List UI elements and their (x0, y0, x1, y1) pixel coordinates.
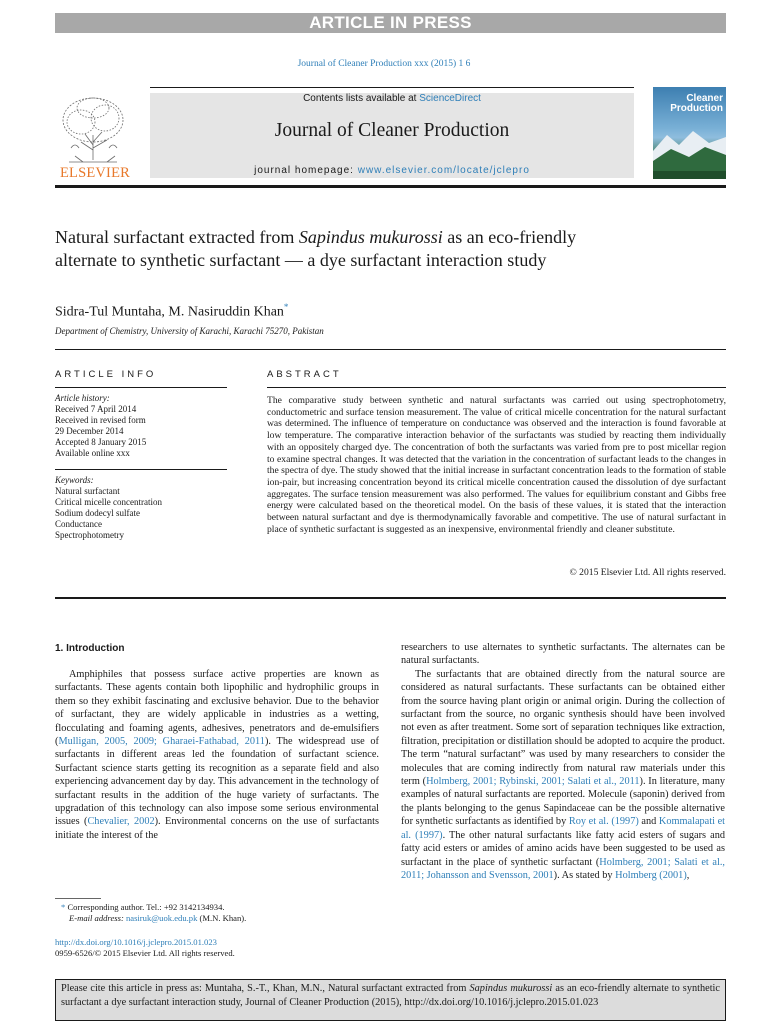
journal-title: Journal of Cleaner Production (274, 120, 510, 141)
author-names: Sidra-Tul Muntaha, M. Nasiruddin Khan (55, 304, 284, 320)
abstract-heading: ABSTRACT (267, 369, 342, 380)
header-top-rule (150, 87, 634, 88)
cover-title (657, 94, 723, 114)
history-item: Accepted 8 January 2015 (55, 437, 147, 447)
reference-link[interactable]: Chevalier, 2002 (87, 816, 155, 828)
journal-citation-link[interactable]: Journal of Cleaner Production xxx (2015) 1 6 (297, 59, 471, 69)
email-link[interactable]: nasiruk@uok.edu.pk (125, 913, 198, 923)
sciencedirect-link[interactable]: ScienceDirect (419, 93, 481, 104)
text-run: ). In literature, many examples of natural surfactants are reported. Molecule (saponin) derived from the plants belonging to the genus Sapindaceae can be the possible alternative for synthetic surfactants as identified by (401, 776, 726, 828)
introduction-heading: 1. Introduction (55, 643, 125, 654)
keywords-rule (55, 469, 227, 470)
affiliation: Department of Chemistry, University of Karachi, Karachi 75270, Pakistan (55, 326, 324, 336)
article-history (55, 393, 227, 459)
keyword-item: Sodium dodecyl sulfate (55, 508, 140, 518)
corresponding-author-footnote (55, 902, 379, 924)
header-bottom-rule (55, 185, 726, 188)
article-info-heading: ARTICLE INFO (55, 369, 157, 380)
intro-paragraph: researchers to use alternates to synthetic surfactants. The alternates can be natural surfactants. (401, 642, 725, 667)
journal-cover-thumbnail[interactable] (653, 87, 726, 179)
text-run: The surfactants that are obtained directly from the natural source are considered as natural surfactants. These surfactants can be obtained either from the source having plant origin or animal origin. During the collection of surfactant from the source, no organic synthesis should have been involved not even as after treatment. Some sort of separation techniques like extraction, filtration, precipitation or distillation should be adopted to acquire the product. The term “natural surfactant” was used by many researchers to consider the molecules that are coming indirectly from natural raw materials under this term ( (401, 668, 725, 788)
left-column (55, 668, 379, 842)
keywords (55, 475, 227, 541)
article-info-rule (55, 387, 227, 388)
reference-link[interactable]: Kommalapati et al. (1997) (401, 816, 726, 841)
reference-link[interactable]: Roy et al. (1997) (568, 816, 639, 828)
doi-link[interactable]: http://dx.doi.org/10.1016/j.jclepro.2015.01.023 (55, 937, 217, 947)
text-run: ). Environmental concerns on the use of surfactants initiate the interest of the (55, 816, 379, 841)
abstract-bottom-rule (55, 597, 726, 599)
reference-link[interactable]: Holmberg (2001) (615, 869, 687, 881)
cover-landscape (653, 127, 726, 179)
text-run: . The other natural surfactants like fatty acid esters of sugars and fatty acid esters or amides of amino acids have been suggested to be used as surfactant in the place of synthetic surfactant ( (401, 829, 726, 868)
history-label: Article history: (55, 393, 110, 403)
title-part1: Natural surfactant extracted from (55, 227, 299, 247)
elsevier-wordmark: ELSEVIER (59, 165, 131, 181)
issn-line: 0959-6526/© 2015 Elsevier Ltd. All rights reserved. (55, 948, 235, 958)
keyword-item: Natural surfactant (55, 486, 120, 496)
homepage-line (150, 165, 634, 176)
cover-title-line1: Cleaner (686, 93, 723, 104)
text-run: , (686, 869, 690, 881)
footnote-corresponding: Corresponding author. Tel.: +92 3142134934. (67, 902, 225, 912)
abstract-rule (267, 387, 726, 388)
cite-suffix: as an eco-friendly alternate to synthetic surfactant a dye surfactant interaction study, Journal of Cleaner Production (2015), http://dx.doi.org/10.1016/j.jclepro.2015.01.023 (61, 983, 720, 1008)
email-suffix: (M.N. Khan). (197, 913, 247, 923)
email-label: E-mail address: (69, 913, 126, 923)
corresponding-author-mark[interactable]: * (283, 302, 289, 312)
text-run: and (638, 816, 659, 828)
cite-species: Sapindus mukurossi (469, 983, 553, 994)
reference-link[interactable]: Mulligan, 2005, 2009; Gharaei-Fathabad, 2011 (58, 736, 265, 748)
footnote-mark: * (61, 902, 66, 912)
history-item: Received in revised form (55, 415, 146, 425)
doi-block (55, 937, 379, 959)
keyword-item: Spectrophotometry (55, 530, 124, 540)
keywords-label: Keywords: (55, 475, 94, 485)
cite-prefix: Please cite this article in press as: Muntaha, S.-T., Khan, M.N., Natural surfactant extracted from (61, 983, 470, 994)
cover-title-line2: Production (670, 103, 723, 114)
homepage-link[interactable]: www.elsevier.com/locate/jclepro (357, 165, 530, 176)
intro-paragraph (55, 668, 379, 842)
abstract-copyright: © 2015 Elsevier Ltd. All rights reserved. (569, 567, 726, 578)
keyword-item: Critical micelle concentration (55, 497, 162, 507)
title-part2: as an eco-friendly alternate to synthetic surfactant — a dye surfactant interaction study (55, 227, 577, 270)
footnote-rule (55, 898, 101, 899)
text-run: Amphiphiles that possess surface active properties are known as surfactants. These agents contain both lipophilic and hydrophilic groups in them so they exhibit fascinating and exclusive behavior. Due to the behavior of surfactant, they are widely applicable in industries as a wetting, flocculating and foaming agents, adhesives, penetrators and de-emulsifiers ( (55, 669, 379, 748)
history-item: Available online xxx (55, 448, 130, 458)
keyword-item: Conductance (55, 519, 102, 529)
article-title (55, 226, 615, 271)
footnote-line-2 (55, 913, 379, 924)
footnote-line-1 (55, 902, 379, 913)
authors (55, 302, 655, 321)
title-rule (55, 349, 726, 350)
please-cite-box (55, 979, 726, 1021)
intro-paragraph (401, 668, 725, 883)
title-species: Sapindus mukurossi (298, 227, 443, 247)
reference-link[interactable]: Holmberg, 2001; Rybinski, 2001; Salati et al., 2011 (426, 776, 640, 788)
history-item: Received 7 April 2014 (55, 404, 137, 414)
history-item: 29 December 2014 (55, 426, 124, 436)
text-run: ). As stated by (553, 869, 616, 881)
abstract-text: The comparative study between synthetic and natural surfactants was carried out using spectrophotometry, conductometric and surface tension measurement. The value of critical micelle concentration for the natural surfactant was determined. The influence of temperature on conductance was observed and the interaction is found favorable at low temperature. The comparative interaction behavior of the surfactants was studied by reacting them individually with an oppositely charged dye. The concentration of both the surfactants was varied from pre to post micellar region to examine spectral changes. It was detected that the variation in the concentration of surfactant leads to the changes in the spectra of dye. The study showed that the initial increase in surfactant concentration leads to the formation of stable ion-pair, but increasing concentration beyond its critical micelle concentration caused the dissolution of dye surfactant aggregates. The surface tension measurement was also performed. The values for equilibrium constant and Gibbs free energy were calculated based on the theoretical model. On the basis of these values, it is stated that the interaction between natural surfactant and dye is thermodynamically favorable and competitive. The use of natural surfactant in place of synthetic surfactant is suggested as an inexpensive, environmental friendly and cleaner substitute. (267, 395, 726, 535)
reference-link[interactable]: Holmberg, 2001; Salati et al., 2011; Johansson and Svensson, 2001 (401, 856, 725, 881)
homepage-prefix: journal homepage: (254, 165, 358, 176)
contents-prefix: Contents lists available at (303, 93, 420, 104)
article-in-press-banner: ARTICLE IN PRESS (55, 13, 726, 33)
contents-line (150, 93, 634, 105)
text-run: ). The widespread use of surfactants in different areas led the foundation of surfactant science. Surfactant science starts getting its recognition as a separate field and also experiencing advancement day by day. This advancement in the technology of surfactant results in the addition of the huge variety of surfactants. The upgradation of this technology can also impose some serious environmental issues ( (55, 736, 379, 828)
right-column (401, 641, 725, 882)
